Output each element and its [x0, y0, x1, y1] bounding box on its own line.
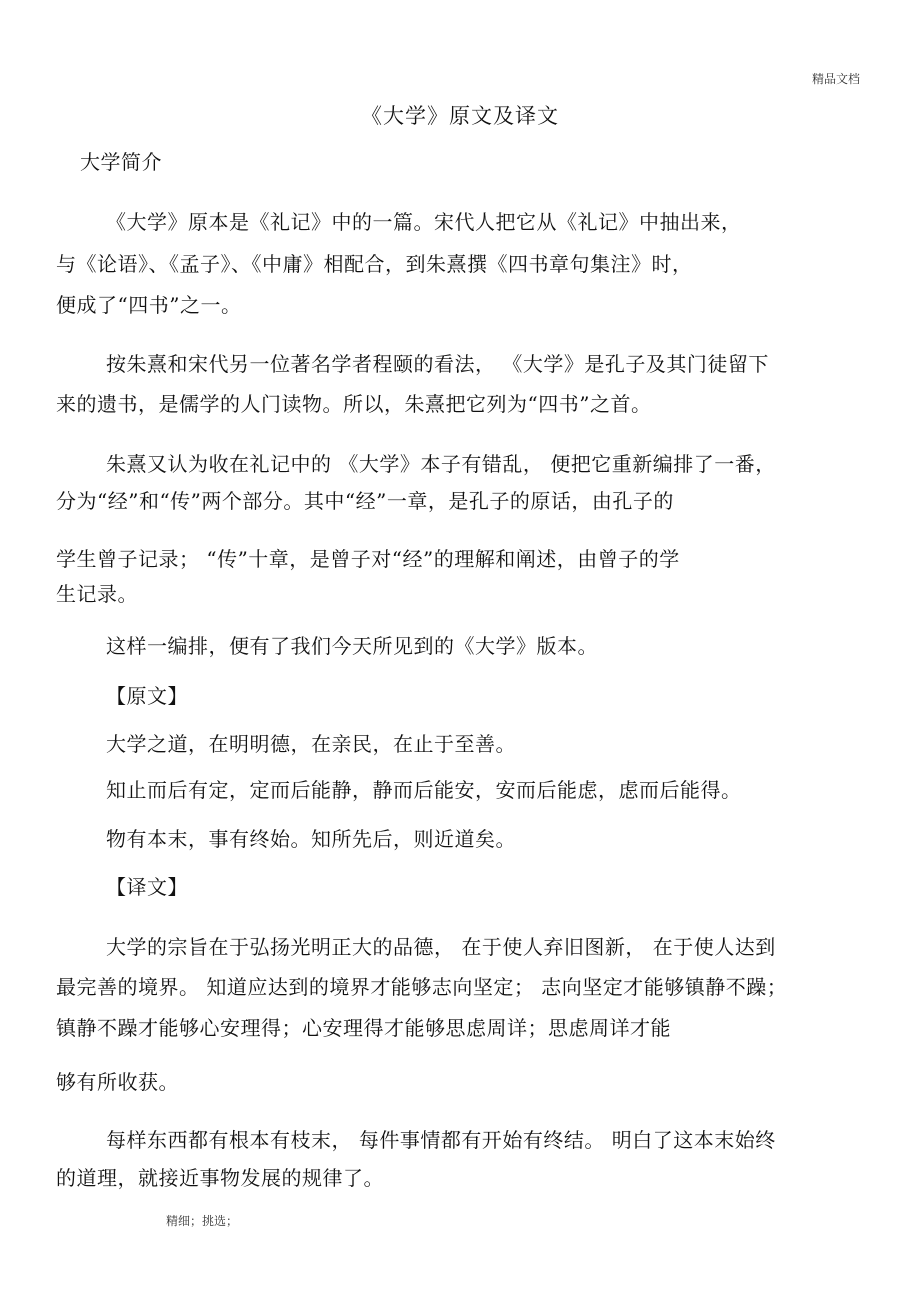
- paragraph-line: 分为“经”和“传”两个部分。其中“经”一章，是孔子的原话，由孔子的: [56, 489, 674, 513]
- translation-line: 每样东西都有根本有枝末， 每件事情都有开始有终结。 明白了这本末始终: [106, 1128, 776, 1152]
- paragraph-line: 这样一编排，便有了我们今天所见到的《大学》版本。: [106, 634, 598, 658]
- translation-line: 大学的宗旨在于弘扬光明正大的品德， 在于使人弃旧图新， 在于使人达到: [106, 935, 776, 959]
- translation-line: 最完善的境界。 知道应达到的境界才能够志向坚定； 志向坚定才能够镇静不躁；: [56, 975, 788, 999]
- translation-heading: 【译文】: [106, 875, 188, 899]
- paragraph-line: 学生曾子记录； “传”十章，是曾子对“经”的理解和阐述，由曾子的学: [56, 547, 680, 571]
- translation-line: 够有所收获。: [56, 1070, 179, 1094]
- paragraph-line: 便成了“四书”之一。: [56, 293, 242, 317]
- paragraph-line: 朱熹又认为收在礼记中的 《大学》本子有错乱， 便把它重新编排了一番，: [106, 452, 776, 476]
- original-text-line: 物有本末，事有终始。知所先后，则近道矣。: [106, 827, 516, 851]
- section-heading-intro: 大学简介: [80, 150, 162, 174]
- paragraph-line: 按朱熹和宋代另一位著名学者程颐的看法， 《大学》是孔子及其门徒留下: [106, 352, 769, 376]
- header-watermark-label: 精品文档: [811, 72, 860, 86]
- paragraph-line: 来的遗书，是儒学的人门读物。所以，朱熹把它列为“四书”之首。: [56, 392, 652, 416]
- translation-line: 的道理，就接近事物发展的规律了。: [56, 1166, 384, 1190]
- paragraph-line: 生记录。: [56, 582, 138, 606]
- paragraph-line: 与《论语》、《孟子》、《中庸》相配合，到朱熹撰《四书章句集注》时，: [56, 252, 693, 276]
- original-text-heading: 【原文】: [106, 684, 188, 708]
- translation-line: 镇静不躁才能够心安理得；心安理得才能够思虑周详；思虑周详才能: [56, 1016, 671, 1040]
- footer-watermark-label: 精细；挑选；: [166, 1214, 239, 1228]
- paragraph-line: 《大学》原本是《礼记》中的一篇。宋代人把它从《礼记》中抽出来，: [106, 210, 742, 234]
- original-text-line: 大学之道，在明明德，在亲民，在止于至善。: [106, 732, 516, 756]
- page-title: 《大学》原文及译文: [361, 104, 559, 128]
- original-text-line: 知止而后有定，定而后能静，静而后能安，安而后能虑，虑而后能得。: [106, 778, 742, 802]
